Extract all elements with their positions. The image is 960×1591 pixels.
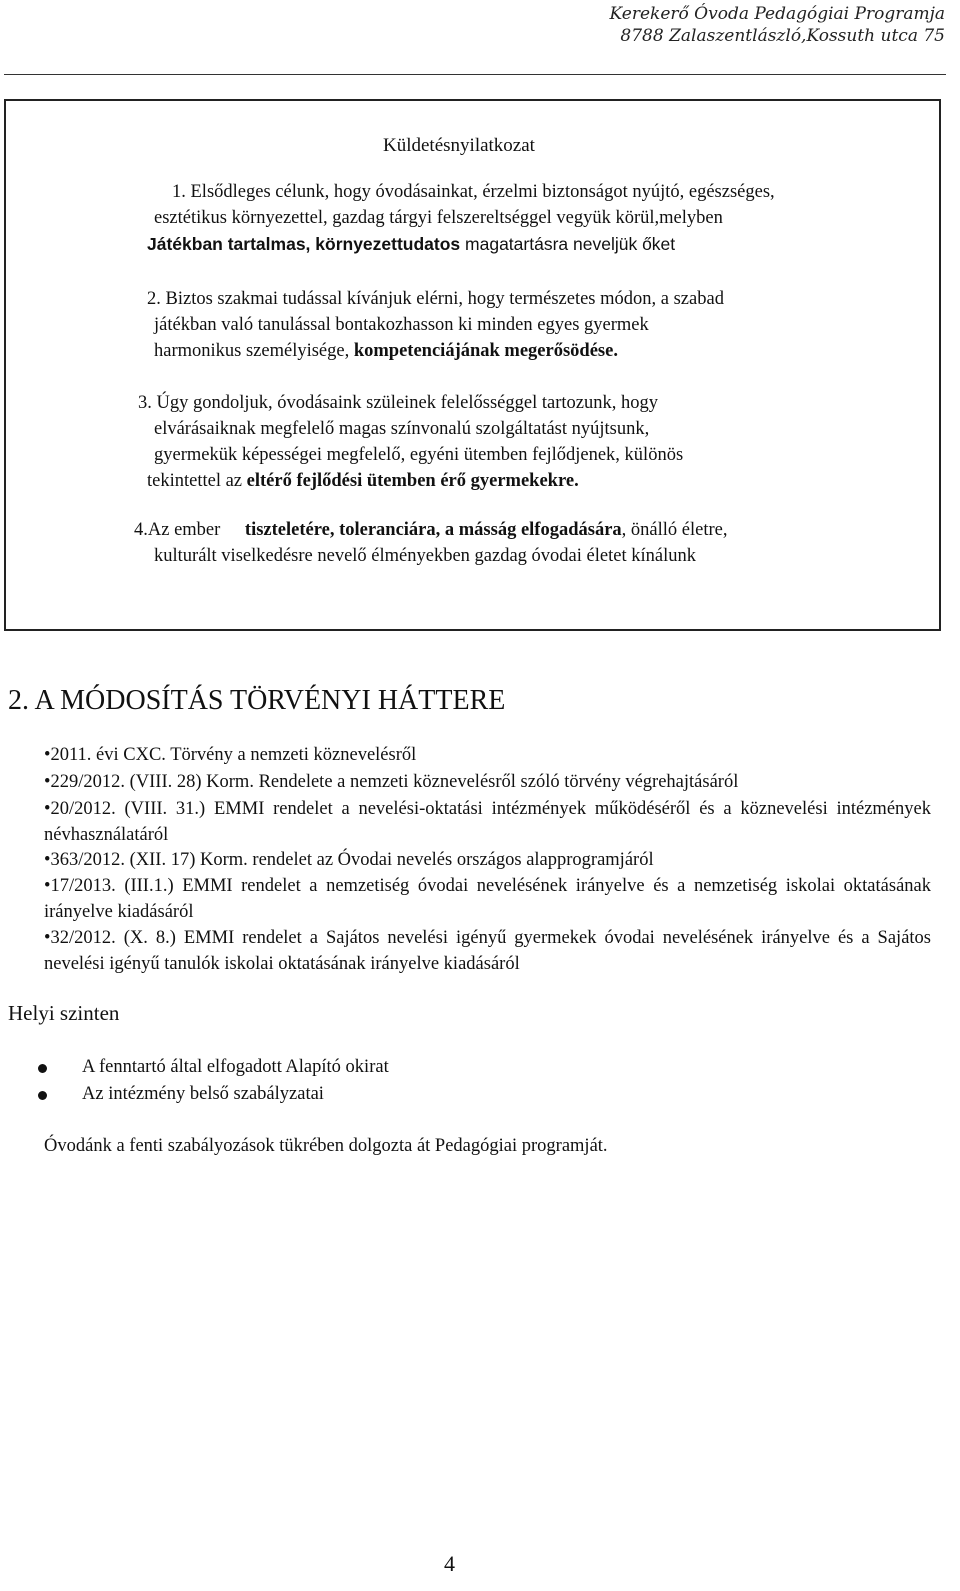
header-line-1: Kerekerő Óvoda Pedagógiai Programja xyxy=(609,4,945,24)
mission-p2-text: harmonikus személyisége, xyxy=(154,341,354,361)
local-item-2: Az intézmény belső szabályzatai xyxy=(82,1084,324,1104)
header-rule xyxy=(4,74,946,75)
mission-p1-bold: Játékban tartalmas, környezettudatos xyxy=(147,234,461,254)
mission-p2-end: . xyxy=(613,341,618,361)
mission-p4-end: , önálló életre, xyxy=(621,520,728,540)
bullet-icon xyxy=(38,1091,47,1100)
mission-p4-line1 xyxy=(134,517,728,543)
law-item-4: •363/2012. (XII. 17) Korm. rendelet az Óvodai nevelés országos alapprogramjáról xyxy=(44,850,654,870)
mission-p3-line3: gyermekük képességei megfelelő, egyéni ütemben fejlődjenek, különös xyxy=(154,445,684,465)
mission-p2-line3 xyxy=(154,338,618,364)
mission-p2-line1: 2. Biztos szakmai tudással kívánjuk elérni, hogy természetes módon, a szabad xyxy=(147,289,724,309)
bullet-icon xyxy=(38,1064,47,1073)
law-item-1: •2011. évi CXC. Törvény a nemzeti köznevelésről xyxy=(44,745,417,765)
law-item-6: •32/2012. (X. 8.) EMMI rendelet a Sajátos nevelési igényű gyermekek óvodai nevelésének irányelve és a Sajátos nevelési igényű tanulók iskolai oktatásának irányelve kiadásáról xyxy=(44,928,931,974)
mission-p4-line2: kulturált viselkedésre nevelő élményekben gazdag óvodai életet kínálunk xyxy=(154,546,696,566)
mission-p1-line2: esztétikus környezettel, gazdag tárgyi felszereltséggel vegyük körül,melyben xyxy=(154,208,723,228)
local-item-1: A fenntartó által elfogadott Alapító okirat xyxy=(82,1057,389,1077)
header-line-2: 8788 Zalaszentlászló,Kossuth utca 75 xyxy=(620,26,945,46)
mission-p3-end: . xyxy=(574,471,579,491)
mission-p1-rest: magatartásra neveljük őket xyxy=(460,234,676,254)
mission-p4-text: 4.Az ember xyxy=(134,520,225,540)
law-item-5: •17/2013. (III.1.) EMMI rendelet a nemzetiség óvodai nevelésének irányelve és a nemzetiség iskolai oktatásának irányelve kiadásáról xyxy=(44,876,931,922)
mission-p3-line2: elvárásaiknak megfelelő magas színvonalú szolgáltatást nyújtsunk, xyxy=(154,419,650,439)
law-item-2: •229/2012. (VIII. 28) Korm. Rendelete a nemzeti köznevelésről szóló törvény végrehajtásáról xyxy=(44,772,739,792)
local-heading: Helyi szinten xyxy=(8,1001,120,1025)
mission-p2-bold: kompetenciájának megerősödése xyxy=(353,341,614,361)
mission-p3-line4 xyxy=(147,468,579,494)
mission-p4-bold: tiszteletére, toleranciára, a másság elfogadására xyxy=(244,520,622,540)
mission-p1-line1: 1. Elsődleges célunk, hogy óvodásainkat, érzelmi biztonságot nyújtó, egészséges, xyxy=(172,182,775,202)
mission-p2-line2: játékban való tanulással bontakozhasson ki minden egyes gyermek xyxy=(154,315,649,335)
page-number: 4 xyxy=(444,1551,455,1576)
mission-title: Küldetésnyilatkozat xyxy=(383,135,535,156)
section-heading: 2. A MÓDOSÍTÁS TÖRVÉNYI HÁTTERE xyxy=(8,685,506,716)
mission-p3-line1: 3. Úgy gondoljuk, óvodásaink szüleinek felelősséggel tartozunk, hogy xyxy=(138,393,658,413)
mission-statement-box xyxy=(4,99,941,631)
law-item-3: •20/2012. (VIII. 31.) EMMI rendelet a nevelési-oktatási intézmények működéséről és a köznevelési intézmények névhasználatáról xyxy=(44,799,931,845)
closing-sentence: Óvodánk a fenti szabályozások tükrében dolgozta át Pedagógiai programját. xyxy=(44,1136,608,1156)
mission-p3-text: tekintettel az xyxy=(147,471,247,491)
mission-p1-line3 xyxy=(147,231,675,258)
mission-p3-bold: eltérő fejlődési ütemben érő gyermekekre xyxy=(246,471,575,491)
